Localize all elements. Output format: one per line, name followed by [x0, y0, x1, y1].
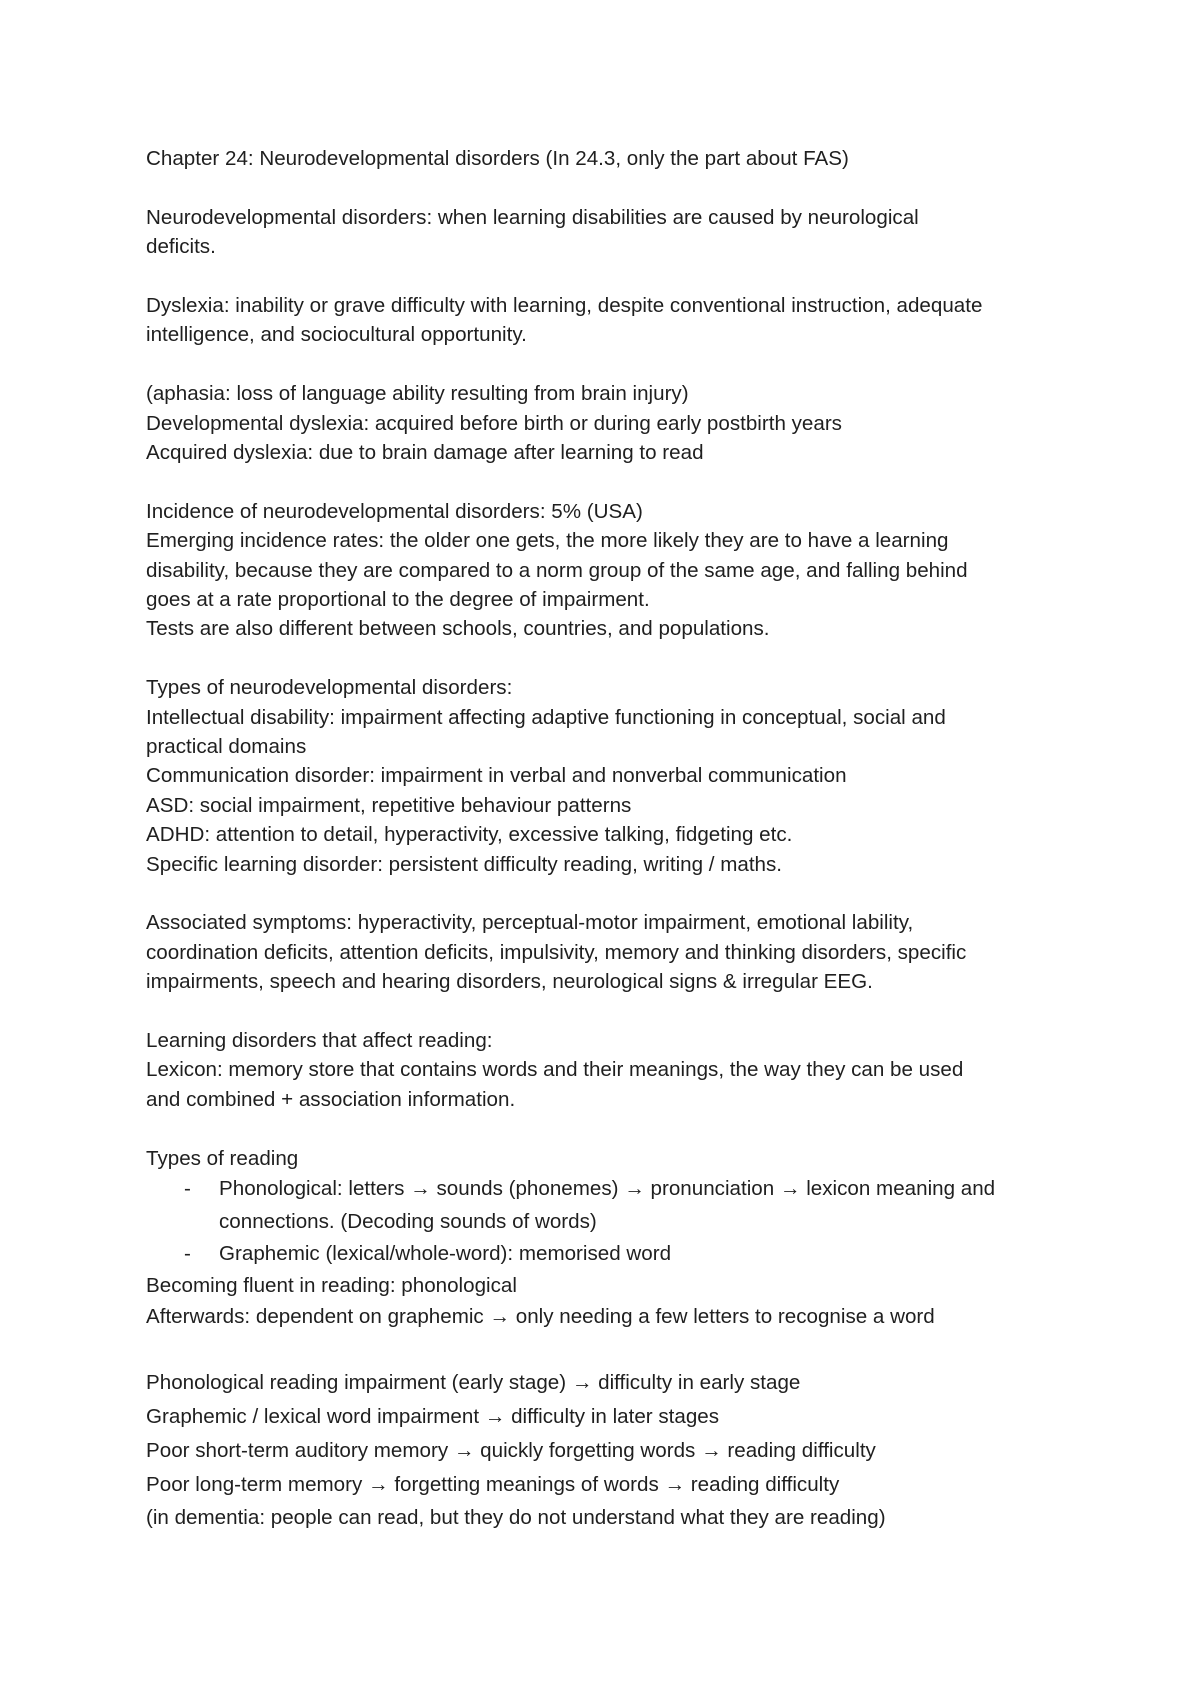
document-page: [146, 144, 1086, 1562]
text-line: Intellectual disability: impairment affecting adaptive functioning in conceptual, social and: [146, 705, 946, 729]
text-line: goes at a rate proportional to the degree of impairment.: [146, 588, 650, 612]
text-line: Types of neurodevelopmental disorders:: [146, 676, 513, 700]
incidence-paragraph: [146, 497, 1086, 644]
text-line: intelligence, and sociocultural opportunity.: [146, 323, 527, 347]
text-line: Poor short-term auditory memory → quickly forgetting words → reading difficulty: [146, 1439, 876, 1463]
list-item-phonological: [146, 1173, 1086, 1238]
text-line: Incidence of neurodevelopmental disorders: 5% (USA): [146, 499, 643, 523]
reading-types-list: [146, 1173, 1086, 1271]
text-line: Poor long-term memory → forgetting meanings of words → reading difficulty: [146, 1473, 840, 1497]
text-line: (aphasia: loss of language ability resulting from brain injury): [146, 382, 689, 406]
list-item-graphemic: [146, 1238, 1086, 1271]
text-line: Associated symptoms: hyperactivity, perceptual-motor impairment, emotional lability,: [146, 911, 914, 935]
symptoms-paragraph: [146, 908, 1086, 996]
chapter-title: [146, 144, 1086, 173]
text-line: Learning disorders that affect reading:: [146, 1029, 493, 1053]
chapter-title-text: Chapter 24: Neurodevelopmental disorders (In 24.3, only the part about FAS): [146, 147, 849, 170]
text-line: impairments, speech and hearing disorders, neurological signs & irregular EEG.: [146, 970, 873, 994]
text-line: disability, because they are compared to a norm group of the same age, and falling behind: [146, 558, 968, 582]
definition-paragraph: [146, 203, 1086, 262]
bullet-dash: -: [184, 1177, 191, 1201]
text-line: Lexicon: memory store that contains words and their meanings, the way they can be used: [146, 1058, 964, 1082]
text-line: Emerging incidence rates: the older one gets, the more likely they are to have a learning: [146, 529, 949, 553]
text-line: practical domains: [146, 735, 307, 759]
reading-disorders-paragraph: [146, 1026, 1086, 1114]
text-line: Neurodevelopmental disorders: when learning disabilities are caused by neurological: [146, 205, 919, 229]
text-line: Graphemic (lexical/whole-word): memorised word: [219, 1242, 672, 1266]
text-line: Phonological: letters → sounds (phonemes) → pronunciation → lexicon meaning and: [219, 1177, 996, 1201]
text-line: Communication disorder: impairment in verbal and nonverbal communication: [146, 764, 847, 788]
text-line: Dyslexia: inability or grave difficulty with learning, despite conventional instruction, adequate: [146, 294, 983, 317]
text-line: Acquired dyslexia: due to brain damage after learning to read: [146, 441, 704, 465]
aphasia-paragraph: [146, 379, 1086, 467]
text-line: (in dementia: people can read, but they do not understand what they are reading): [146, 1505, 886, 1529]
text-line: Tests are also different between schools, countries, and populations.: [146, 617, 770, 641]
bullet-dash: -: [184, 1242, 191, 1266]
text-line: and combined + association information.: [146, 1087, 516, 1111]
text-line: connections. (Decoding sounds of words): [219, 1209, 597, 1233]
text-line: Becoming fluent in reading: phonological: [146, 1273, 517, 1297]
types-paragraph: [146, 673, 1086, 879]
text-line: Specific learning disorder: persistent difficulty reading, writing / maths.: [146, 852, 783, 876]
types-of-reading-heading: Types of reading: [146, 1146, 299, 1170]
text-line: Graphemic / lexical word impairment → difficulty in later stages: [146, 1404, 720, 1428]
text-line: Phonological reading impairment (early stage) → difficulty in early stage: [146, 1370, 801, 1394]
text-line: Afterwards: dependent on graphemic → only needing a few letters to recognise a word: [146, 1305, 935, 1329]
impairments-paragraph: [146, 1366, 1086, 1533]
text-line: deficits.: [146, 235, 216, 259]
text-line: Developmental dyslexia: acquired before birth or during early postbirth years: [146, 411, 842, 435]
types-of-reading-section: [146, 1144, 1086, 1335]
text-line: ASD: social impairment, repetitive behaviour patterns: [146, 793, 632, 817]
text-line: ADHD: attention to detail, hyperactivity, excessive talking, fidgeting etc.: [146, 823, 793, 847]
dyslexia-paragraph: [146, 291, 1086, 350]
text-line: coordination deficits, attention deficits, impulsivity, memory and thinking disorders, specific: [146, 940, 967, 964]
